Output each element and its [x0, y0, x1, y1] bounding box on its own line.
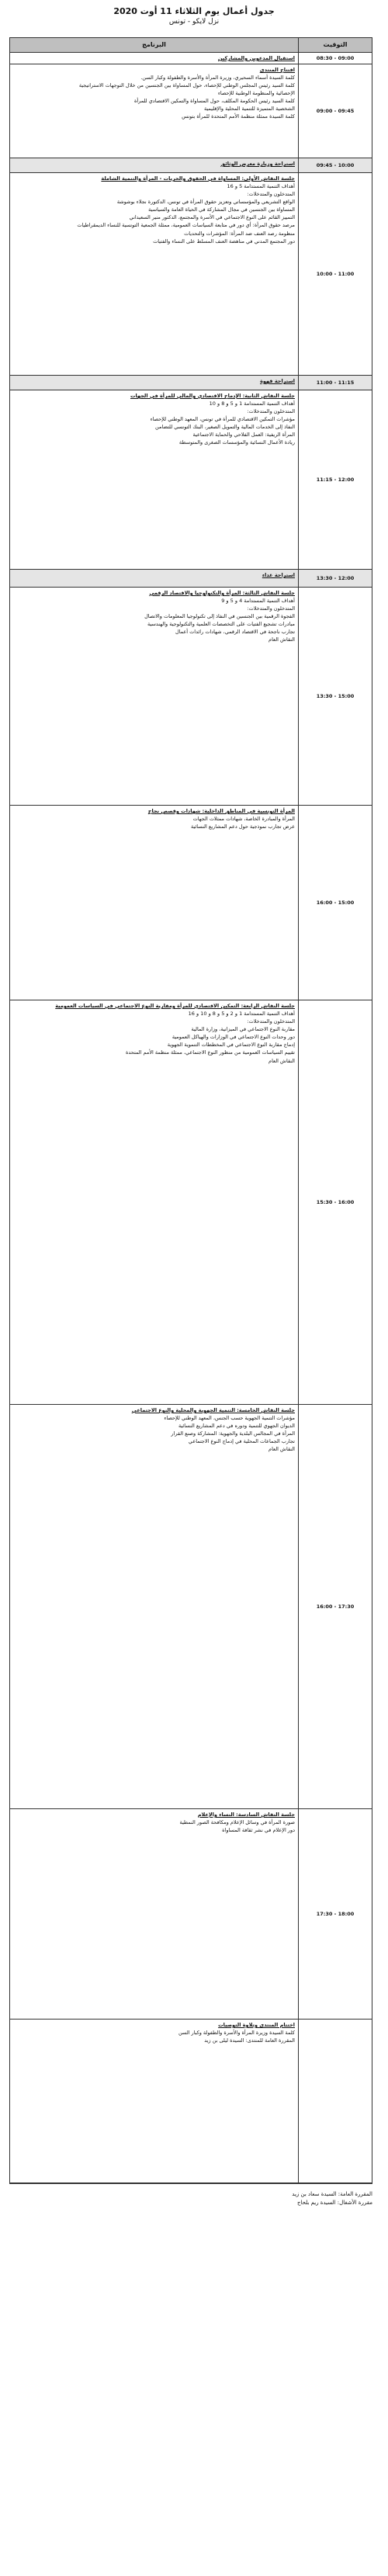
agenda-row-program: [10, 390, 298, 569]
program-line: النقاش العام: [268, 1446, 295, 1453]
program-line: أهداف التنمية المستدامة 4 و 5 و 9: [221, 598, 295, 605]
program-line: الشخصية المتميزة للتنمية المحلية والإقليمية: [203, 106, 295, 113]
agenda-row-time: 12:00 - 11:15: [298, 390, 372, 569]
footer-line-2: مقررة الأشغال: السيدة ريم بلحاج: [296, 2200, 372, 2207]
program-line: أهداف التنمية المستدامة 1 و 5 و 8 و 10: [209, 400, 295, 407]
agenda-row: [10, 376, 372, 390]
program-line: مؤشرات التنمية الجهوية حسب الجنس، المعهد الوطني للإحصاء: [164, 1415, 295, 1422]
agenda-row: [10, 53, 372, 64]
agenda-table: [9, 37, 372, 2184]
program-line: المرأة الريفية: العمل الفلاحي والحماية الاجتماعية: [192, 432, 295, 439]
agenda-row-program: [10, 806, 298, 1000]
program-line: تقييم السياسات العمومية من منظور النوع الاجتماعي، ممثلة منظمة الأمم المتحدة: [125, 1049, 295, 1056]
program-line: كلمة السيد رئيس المجلس الوطني للإحصاء، حول المساواة بين الجنسين من خلال التوجهات الاستراتيجية: [78, 82, 295, 89]
program-line: المرأة في المجالس البلدية والجهوية: المشاركة وصنع القرار: [171, 1430, 295, 1437]
agenda-row-time: 18:00 - 17:30: [298, 1809, 372, 2019]
program-line: مؤشرات التمكين الاقتصادي للمرأة في تونس، المعهد الوطني للإحصاء: [150, 416, 295, 423]
agenda-row-time: 15:00 - 13:30: [298, 588, 372, 805]
program-line: افتتاح المنتدى: [259, 67, 295, 74]
program-line: التمييز القائم على النوع الاجتماعي في الأسرة والمجتمع، الدكتور منير السعيداني: [129, 214, 295, 221]
agenda-row: [10, 158, 372, 173]
agenda-row: [10, 173, 372, 376]
program-line: استراحة غداء: [262, 572, 295, 579]
program-line: كلمة السيدة ممثلة منظمة الأمم المتحدة للمرأة بتونس: [182, 113, 295, 120]
agenda-row-time: 11:00 - 10:00: [298, 173, 372, 375]
program-line: إدماج مقاربة النوع الاجتماعي في المخططات التنموية الجهوية: [167, 1042, 295, 1049]
program-line: اختتام المنتدى وتلاوة التوصيات: [218, 2022, 295, 2029]
agenda-row-program: [10, 570, 298, 587]
program-line: المتدخلون والمتدخلات:: [247, 191, 295, 198]
agenda-row-time: 09:45 - 09:00: [298, 64, 372, 158]
agenda-row-time: 09:00 - 08:30: [298, 53, 372, 64]
document-title: جدول أعمال يوم الثلاثاء 11 أوت 2020: [113, 6, 275, 16]
program-line: كلمة السيد رئيس الحكومة المكلف، حول المساواة والتمكين الاقتصادي للمرأة: [133, 98, 295, 105]
document-footer: [16, 2190, 372, 2207]
agenda-row: [10, 1000, 372, 1405]
program-line: الواقع التشريعي والمؤسساتي وتعزيز حقوق المرأة في تونس، الدكتورة نجلاء بوشوشة: [116, 199, 295, 206]
program-line: جلسة النقاش الثانية: الإدماج الاقتصادي والمالي للمرأة في الجهات: [130, 393, 295, 400]
agenda-row-program: [10, 53, 298, 64]
agenda-row-time: 15:00 - 16:00: [298, 806, 372, 1000]
program-line: المتدخلون والمتدخلات:: [247, 408, 295, 415]
agenda-row-program: [10, 173, 298, 375]
program-line: المساواة بين الجنسين في مجال المشاركة في الحياة العامة والسياسية: [148, 206, 295, 213]
agenda-row-program: [10, 1000, 298, 1404]
agenda-row-time: [298, 2020, 372, 2182]
agenda-row-time: 11:15 - 11:00: [298, 376, 372, 390]
program-line: استراحة قهوة: [260, 378, 295, 385]
program-line: جلسة النقاش السادسة: النساء والإعلام: [197, 1812, 295, 1818]
program-line: تجارب ناجحة في الاقتصاد الرقمي، شهادات رائدات أعمال: [175, 629, 295, 636]
program-line: ريادة الأعمال النسائية والمؤسسات الصغرى والمتوسطة: [178, 439, 295, 446]
program-line: المرأة التونسية في المناطق الداخلية: شهادات وقصص نجاح: [147, 808, 295, 815]
agenda-row-time: 16:00 - 15:30: [298, 1000, 372, 1404]
agenda-row-program: [10, 64, 298, 158]
program-line: دور الإعلام في نشر ثقافة المساواة: [222, 1827, 295, 1834]
program-line: منظومة رصد العنف ضد المرأة: المؤشرات والتحديات: [184, 230, 295, 237]
agenda-row: [10, 390, 372, 570]
program-line: جلسة النقاش الثالثة: المرأة والتكنولوجيا والاقتصاد الرقمي: [149, 590, 295, 597]
program-line: الإحصائية والمنظومة الوطنية للإحصاء: [217, 90, 295, 97]
program-column-header: البرنامج: [142, 41, 166, 48]
program-line: الفجوة الرقمية بين الجنسين في النفاذ إلى تكنولوجيا المعلومات والاتصال: [144, 613, 295, 620]
program-line: مقاربة النوع الاجتماعي في الميزانية، وزارة المالية: [191, 1026, 295, 1033]
program-line: مرصد حقوق المرأة: أي دور في متابعة السياسات العمومية، ممثلة الجمعية التونسية للنساء الديمقراطيات: [77, 222, 295, 229]
agenda-row-time: 10:00 - 09:45: [298, 158, 372, 172]
program-line: صورة المرأة في وسائل الإعلام ومكافحة الصور النمطية: [179, 1819, 295, 1826]
program-line: استقبال المدعوين والمشاركين: [218, 55, 295, 61]
program-line: عرض تجارب نموذجية حول دعم المشاريع النسائية: [191, 823, 295, 830]
program-line: أهداف التنمية المستدامة 1 و 2 و 5 و 8 و 10 و 16: [188, 1011, 295, 1018]
program-line: دور وحدات النوع الاجتماعي في الوزارات والهياكل العمومية: [171, 1034, 295, 1041]
program-line: كلمة السيدة وزيرة المرأة والأسرة والطفولة وكبار السن: [178, 2030, 295, 2037]
program-line: النقاش العام: [268, 1057, 295, 1064]
agenda-row: [10, 570, 372, 588]
agenda-row: [10, 64, 372, 158]
agenda-row-program: [10, 1809, 298, 2019]
agenda-row: [10, 2020, 372, 2183]
agenda-row: [10, 1809, 372, 2020]
agenda-row-program: [10, 158, 298, 172]
program-line: النفاذ إلى الخدمات المالية والتمويل الصغير، البنك التونسي للتضامن: [155, 424, 295, 431]
agenda-row-program: [10, 1405, 298, 1808]
program-line: مبادرات تشجيع الفتيات على التخصصات العلمية والتكنولوجية والهندسية: [147, 621, 295, 628]
table-header: [10, 38, 372, 53]
program-line: المرأة والمبادرة الخاصة، شهادات ممثلات الجهات: [192, 816, 295, 823]
agenda-row-time: 17:30 - 16:00: [298, 1405, 372, 1808]
program-line: النقاش العام: [268, 636, 295, 643]
program-line: جلسة النقاش الرابعة: التمكين الاقتصادي للمرأة ومقاربة النوع الاجتماعي في السياسات العمومية: [55, 1003, 295, 1010]
agenda-row: [10, 806, 372, 1000]
agenda-row: [10, 1405, 372, 1809]
document-venue: نزل لايكو - تونس: [168, 18, 220, 26]
agenda-row-program: [10, 588, 298, 805]
footer-line-1: المقررة العامة: السيدة سعاد بن زيد: [292, 2191, 372, 2197]
time-column-header: التوقيت: [298, 38, 372, 52]
program-line: الديوان الجهوي للتنمية ودوره في دعم المشاريع النسائية: [178, 1423, 295, 1430]
agenda-row-program: [10, 376, 298, 390]
program-line: تجارب الجماعات المحلية في إدماج النوع الاجتماعي: [188, 1438, 295, 1445]
agenda-row: [10, 588, 372, 806]
program-line: جلسة النقاش الخامسة: التنمية الجهوية والمحلية والنوع الاجتماعي: [131, 1407, 295, 1414]
program-line: المتدخلون والمتدخلات:: [247, 1018, 295, 1025]
program-line: المقررة العامة للمنتدى: السيدة ليلى بن زيد: [204, 2037, 295, 2044]
program-line: كلمة السيدة أسماء السحيري، وزيرة المرأة والأسرة والطفولة وكبار السن.: [140, 75, 295, 81]
program-line: المتدخلون والمتدخلات:: [247, 605, 295, 612]
program-line: جلسة النقاش الأولى: المساواة في الحقوق والحريات - المرأة والتنمية الشاملة: [101, 175, 295, 182]
agenda-row-time: 12:00 - 13:30: [298, 570, 372, 587]
program-line: استراحة وزيارة معرض الوثائق: [220, 161, 295, 168]
program-line: دور المجتمع المدني في مناهضة العنف المسلط على النساء والفتيات: [153, 237, 295, 244]
agenda-row-program: [10, 2020, 298, 2182]
program-line: أهداف التنمية المستدامة 5 و 16: [227, 183, 295, 190]
